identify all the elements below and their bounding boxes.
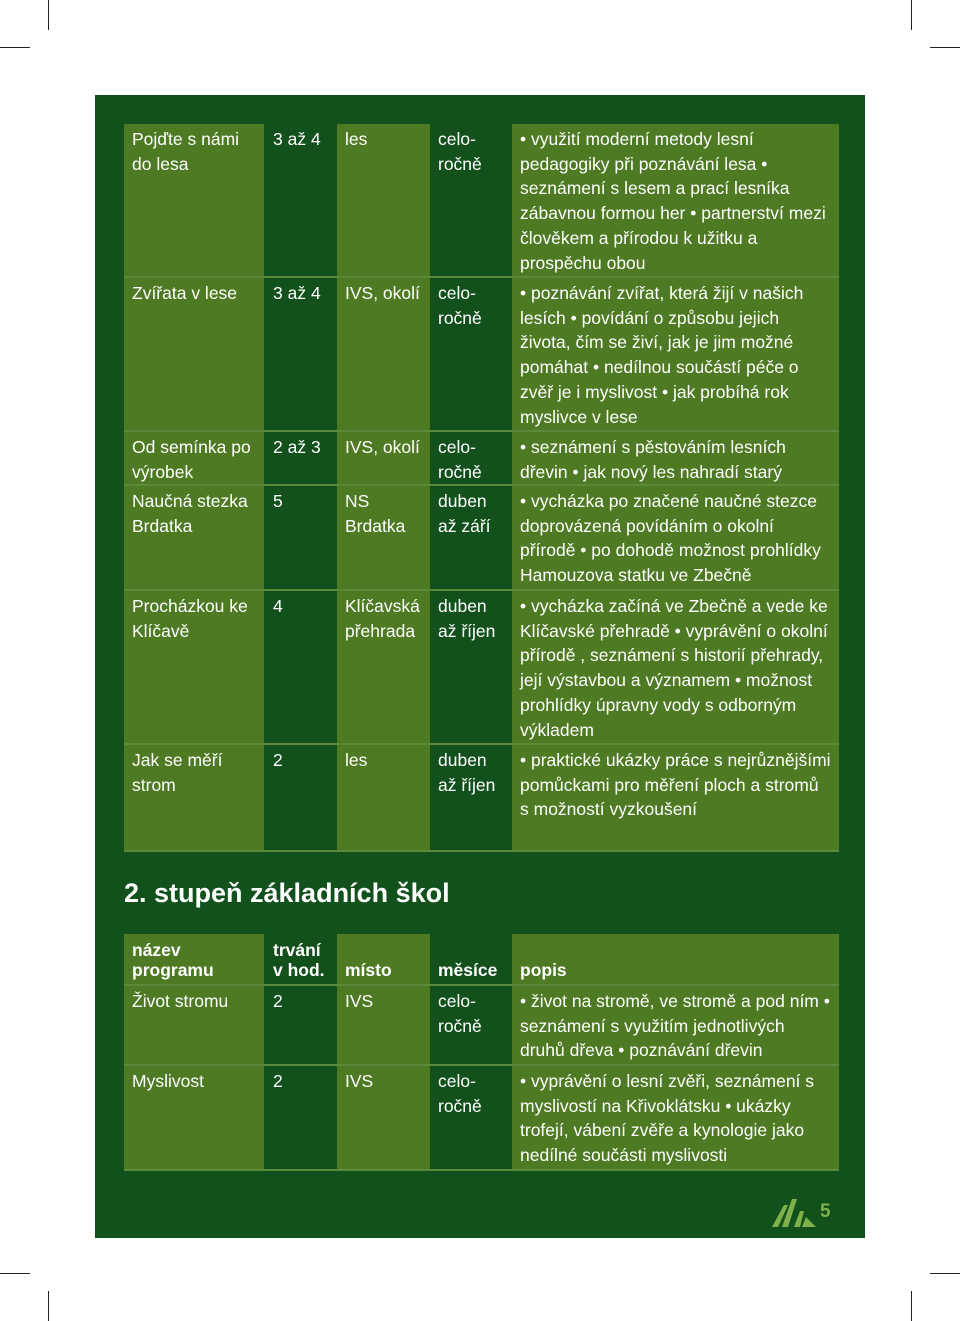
program-place: IVS xyxy=(337,1066,430,1169)
program-name: Procházkou ke Klíčavě xyxy=(124,591,264,743)
program-place: IVS, okolí xyxy=(337,278,430,430)
program-place: NS Brdatka xyxy=(337,486,430,589)
crop-mark xyxy=(0,1273,30,1274)
program-name: Pojďte s námi do lesa xyxy=(124,124,264,276)
program-description: • vycházka po značené naučné stezce doprovázená povídáním o okolní přírodě • po dohodě možnost prohlídky Hamouzova statku ve Zbečně xyxy=(512,486,839,589)
program-months: celo- ročně xyxy=(430,124,511,276)
program-description: • poznávání zvířat, která žijí v našich lesích • povídání o způsobu jejich života, čím se živí, jak je jim možné pomáhat • nedílnou součástí péče o zvěř je i myslivost • jak probíhá rok myslivce v lese xyxy=(512,278,839,430)
program-description: • vycházka začíná ve Zbečně a vede ke Klíčavské přehradě • vyprávění o okolní přírodě , seznámení s historií přehrady, její výstavbou a významem • možnost prohlídky úpravny vody s odborným výkladem xyxy=(512,591,839,743)
program-table-2 xyxy=(124,934,839,1171)
section-title: 2. stupeň základních škol xyxy=(124,878,450,908)
program-name: Život stromu xyxy=(124,986,264,1064)
crop-mark xyxy=(911,1291,912,1321)
crop-mark xyxy=(0,47,30,48)
program-description: • praktické ukázky práce s nejrůznějšími pomůckami pro měření ploch a stromů s možností vyzkoušení xyxy=(512,745,839,850)
header-name: název programu xyxy=(124,934,264,984)
program-hours: 2 až 3 xyxy=(265,432,337,484)
program-months: celo- ročně xyxy=(430,1066,511,1169)
program-place: les xyxy=(337,745,430,850)
header-hours: trvání v hod. xyxy=(265,934,337,984)
program-hours: 5 xyxy=(265,486,337,589)
table-row xyxy=(124,486,839,591)
program-description: • vyprávění o lesní zvěři, seznámení s myslivostí na Křivoklátsku • ukázky trofejí, vábení zvěře a kynologie jako nedílné součásti myslivosti xyxy=(512,1066,839,1169)
crop-mark xyxy=(930,47,960,48)
table-row xyxy=(124,124,839,278)
program-months: celo- ročně xyxy=(430,986,511,1064)
program-place: IVS, okolí xyxy=(337,432,430,484)
program-months: duben až říjen xyxy=(430,745,511,850)
program-hours: 3 až 4 xyxy=(265,278,337,430)
program-name: Naučná stezka Brdatka xyxy=(124,486,264,589)
program-name: Jak se měří strom xyxy=(124,745,264,850)
program-place: IVS xyxy=(337,986,430,1064)
program-description: • život na stromě, ve stromě a pod ním • seznámení s využitím jednotlivých druhů dřeva • poznávání dřevin xyxy=(512,986,839,1064)
program-name: Myslivost xyxy=(124,1066,264,1169)
program-hours: 2 xyxy=(265,986,337,1064)
program-description: • seznámení s pěstováním lesních dřevin • jak nový les nahradí starý xyxy=(512,432,839,484)
logo-icon xyxy=(770,1197,820,1229)
table-header-row xyxy=(124,934,839,986)
program-hours: 2 xyxy=(265,745,337,850)
crop-mark xyxy=(911,0,912,30)
page-number: 5 xyxy=(820,1201,831,1222)
crop-mark xyxy=(48,0,49,30)
program-place: Klíčavská přehrada xyxy=(337,591,430,743)
crop-mark xyxy=(48,1291,49,1321)
program-hours: 3 až 4 xyxy=(265,124,337,276)
table-row xyxy=(124,745,839,852)
table-row xyxy=(124,986,839,1066)
table-row xyxy=(124,278,839,432)
table-row xyxy=(124,1066,839,1171)
crop-mark xyxy=(930,1273,960,1274)
program-months: celo- ročně xyxy=(430,278,511,430)
header-description: popis xyxy=(512,934,839,984)
program-hours: 4 xyxy=(265,591,337,743)
program-table-1 xyxy=(124,124,839,852)
program-place: les xyxy=(337,124,430,276)
program-name: Zvířata v lese xyxy=(124,278,264,430)
program-hours: 2 xyxy=(265,1066,337,1169)
header-place: místo xyxy=(337,934,430,984)
header-months: měsíce xyxy=(430,934,511,984)
table-row xyxy=(124,591,839,745)
table-row xyxy=(124,432,839,486)
program-description: • využití moderní metody lesní pedagogiky při poznávání lesa • seznámení s lesem a prací lesníka zábavnou formou her • partnerství mezi člověkem a přírodou k užitku a prospěchu obou xyxy=(512,124,839,276)
program-months: celo- ročně xyxy=(430,432,511,484)
program-months: duben až říjen xyxy=(430,591,511,743)
program-name: Od semínka po výrobek xyxy=(124,432,264,484)
program-months: duben až září xyxy=(430,486,511,589)
